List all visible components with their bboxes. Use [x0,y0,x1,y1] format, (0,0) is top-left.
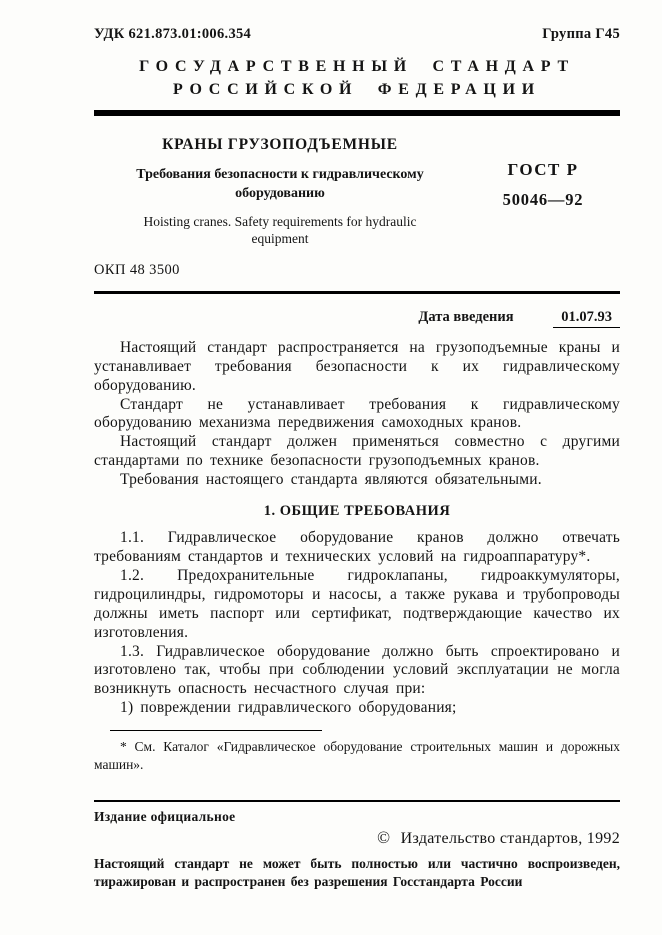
paragraph: Настоящий стандарт должен применяться совместно с другими стандартами по технике безопасности грузоподъемных кранов. [94,433,620,470]
paragraph: 1.1. Гидравлическое оборудование кранов должно отвечать требованиям стандартов и технических условий на гидроаппаратуру*. [94,529,620,565]
paragraph: 1.2. Предохранительные гидроклапаны, гидроаккумуляторы, гидроцилиндры, гидромоторы и насосы, а также рукава и трубопроводы должны иметь паспорт или сертификат, подтверждающие качество их изготовления. [94,566,620,641]
copyright-icon: © [377,827,391,847]
footnote-rule [110,730,322,731]
effective-date-value: 01.07.93 [553,309,620,328]
paragraph: 1.3. Гидравлическое оборудование должно быть спроектировано и изготовлено так, чтобы при соблюдении условий эксплуатации не могла возникнуть опасность несчастного случая при: [94,642,620,698]
header-rule [94,110,620,116]
document-subtitle-en: Hoisting cranes. Safety requirements for hydraulic equipment [143,213,417,247]
section-heading: 1. ОБЩИЕ ТРЕБОВАНИЯ [263,503,451,520]
page-footer [94,800,620,891]
group-code: Группа Г45 [542,26,620,42]
paragraph: Стандарт не устанавливает требования к гидравлическому оборудованию механизма передвижения самоходных кранов. [94,395,620,432]
title-block [94,136,620,247]
okp-code: ОКП 48 3500 [94,261,180,278]
effective-date-line [94,309,620,328]
standard-header-line2: РОССИЙСКОЙ ФЕДЕРАЦИИ [173,81,541,99]
designation-column [466,136,620,247]
standard-header-line1: ГОСУДАРСТВЕННЫЙ СТАНДАРТ [139,58,575,75]
publisher-line [94,828,620,848]
document-title: КРАНЫ ГРУЗОПОДЪЕМНЫЕ [162,136,398,154]
title-left-column [94,136,466,247]
paragraph: Требования настоящего стандарта являются обязательными. [120,471,542,489]
official-edition-label: Издание официальное [94,808,236,824]
introduction-text [94,339,620,490]
section-1-text [94,529,620,718]
title-rule [94,291,620,294]
gost-designation: ГОСТ Р [507,160,579,180]
document-subtitle-ru: Требования безопасности к гидравлическому оборудованию [136,167,424,201]
paragraph: Настоящий стандарт распространяется на грузоподъемные краны и устанавливает требования безопасности к их гидравлическому оборудованию. [94,338,620,394]
effective-date-label: Дата введения [418,308,514,325]
udk-number: УДК 621.873.01:006.354 [94,26,252,42]
footnote-block [94,730,620,773]
identification-row [94,26,620,43]
gost-number: 50046—92 [502,190,584,210]
standard-type-header [94,55,620,101]
publisher-name: Издательство стандартов, 1992 [400,829,620,847]
footnote-text: * См. Каталог «Гидравлическое оборудование строительных машин и дорожных машин». [94,739,620,772]
footer-rule [94,800,620,802]
reproduction-notice: Настоящий стандарт не может быть полностью или частично воспроизведен, тиражирован и распространен без разрешения Госстандарта России [94,855,620,889]
paragraph: 1) повреждении гидравлического оборудования; [120,699,457,717]
